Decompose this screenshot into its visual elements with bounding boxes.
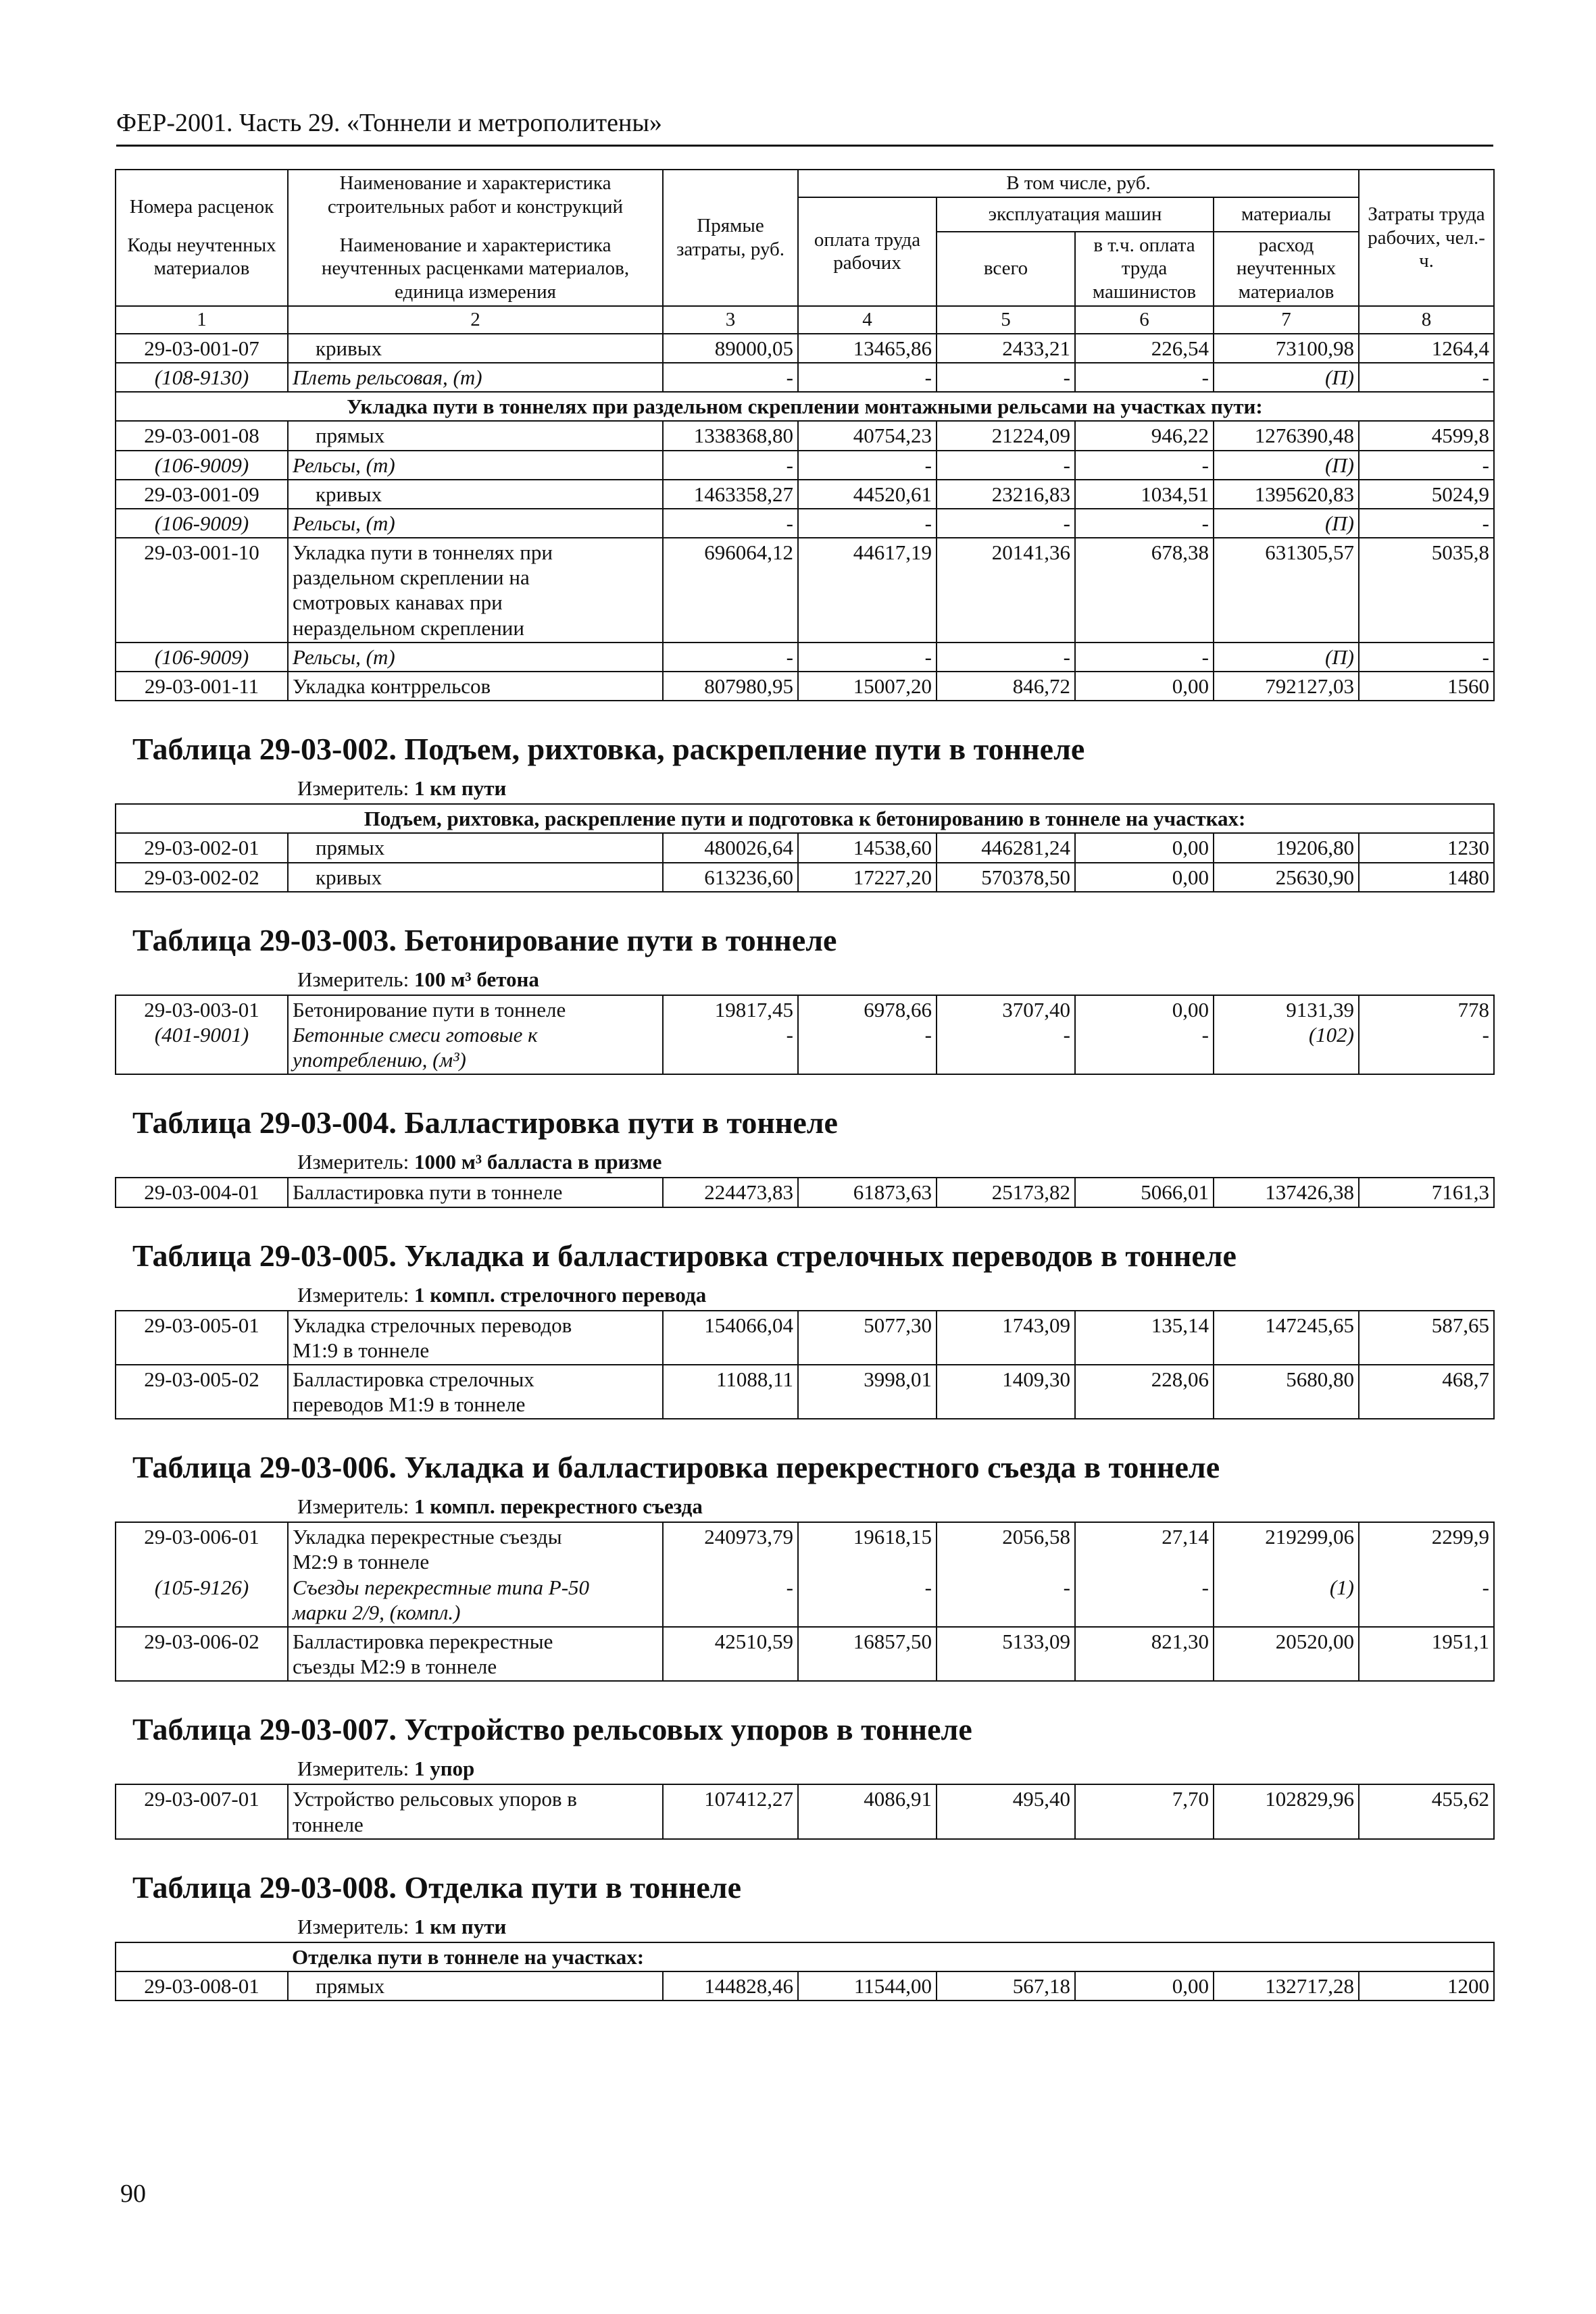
machinist-wages: 678,38 [1075,538,1214,643]
materials-cell [1214,1522,1359,1627]
materials: (П) [1214,451,1359,480]
rate-name: кривых [288,480,663,509]
machines-total: 2433,21 [937,334,1075,363]
materials: 1276390,48 [1214,421,1359,450]
machines-total: - [937,509,1075,538]
rate-name: прямых [288,421,663,450]
rate-code: 29-03-008-01 [116,1971,288,2001]
machines-total: 21224,09 [937,421,1075,450]
wages: 4086,91 [798,1784,937,1838]
page-header: ФЕР-2001. Часть 29. «Тоннели и метрополитены» [116,109,662,137]
machines-total: - [937,451,1075,480]
table-004 [115,1177,1495,1207]
rate-name-cell [288,1365,663,1419]
table-row [116,1522,1494,1627]
labor: - [1359,363,1494,392]
labor: 5035,8 [1359,538,1494,643]
table-007-title: Таблица 29-03-007. Устройство рельсовых упоров в тоннеле [132,1712,972,1747]
col-labor: Затраты труда рабочих, чел.-ч. [1359,170,1494,306]
table-002 [115,803,1495,892]
rate-code: 29-03-005-01 [116,1311,288,1365]
col-materials-consumption: расход неучтенных материалов [1214,232,1359,306]
rate-code: 29-03-006-01 [144,1525,259,1549]
labor: 5024,9 [1359,480,1494,509]
machinist-wages: 0,00 [1075,672,1214,701]
col-materials: материалы [1214,197,1359,232]
machinist-wages: 821,30 [1075,1627,1214,1681]
direct-costs: 480026,64 [663,833,798,862]
machines-total: 1409,30 [937,1365,1075,1419]
table-row [116,833,1494,862]
rate-code: 29-03-001-11 [116,672,288,701]
rate-code: 29-03-006-02 [116,1627,288,1681]
material-code: (108-9130) [116,363,288,392]
materials-cell [1214,995,1359,1075]
material-name: Бетонные смеси готовые к [293,1022,538,1047]
col-group-including: В том числе, руб. [798,170,1359,197]
material-code: (401-9001) [154,1022,249,1047]
rate-name: Укладка контррельсов [288,672,663,701]
rate-name-cont: тоннеле [293,1812,364,1836]
col2-top-label: Наименование и характеристика строительных работ и конструкций [327,172,624,218]
table-row [116,863,1494,892]
table-row [116,538,1494,643]
section-heading: Подъем, рихтовка, раскрепление пути и подготовка к бетонированию в тоннеле на участках: [116,804,1494,833]
material-code: (106-9009) [116,509,288,538]
materials: 73100,98 [1214,334,1359,363]
table-row [116,451,1494,480]
machines-total: 567,18 [937,1971,1075,2001]
machinist-wages-cell [1075,1522,1214,1627]
materials: (102) [1308,1022,1354,1047]
machines-total: 570378,50 [937,863,1075,892]
table-row [116,1784,1494,1838]
rate-code: 29-03-001-09 [116,480,288,509]
machinist-wages: 946,22 [1075,421,1214,450]
measure-value: 100 м³ бетона [414,967,539,991]
direct-costs: 144828,46 [663,1971,798,2001]
rate-code: 29-03-001-07 [116,334,288,363]
materials: (П) [1214,509,1359,538]
table-005-title: Таблица 29-03-005. Укладка и балластировка стрелочных переводов в тоннеле [132,1238,1237,1273]
table-002-measure [297,776,1493,801]
wages: 16857,50 [798,1627,937,1681]
machines-total: 495,40 [937,1784,1075,1838]
table-row [116,334,1494,363]
measure-label: Измеритель: [297,1757,409,1781]
table-007 [115,1784,1495,1839]
col-num-1: 1 [116,306,288,334]
measure-value: 1 км пути [414,776,507,801]
material-name-cont: употреблению, (м³) [293,1048,466,1072]
labor: 778 [1457,997,1489,1022]
rate-code: 29-03-007-01 [116,1784,288,1838]
rate-name-line: раздельном скреплении на [293,565,530,590]
table-row [116,363,1494,392]
table-004-title: Таблица 29-03-004. Балластировка пути в тоннеле [132,1105,838,1140]
direct-costs: - [663,363,798,392]
machinist-wages: - [1075,363,1214,392]
materials: 5680,80 [1214,1365,1359,1419]
table-005 [115,1310,1495,1420]
col-machines: эксплуатация машин [937,197,1214,232]
table-row [116,1311,1494,1365]
direct-costs: 11088,11 [663,1365,798,1419]
labor: - [1482,1576,1489,1600]
rate-code: 29-03-004-01 [116,1178,288,1207]
direct-costs-cell [663,995,798,1075]
machinist-wages: - [1201,1576,1209,1600]
col-machinist-wages: в т.ч. оплата труда машинистов [1075,232,1214,306]
labor: - [1482,1022,1489,1047]
wages: - [924,1022,932,1047]
table-008 [115,1942,1495,2001]
rate-name-cont: съезды М2:9 в тоннеле [293,1655,497,1679]
wages: 61873,63 [798,1178,937,1207]
machines-total: 5133,09 [937,1627,1075,1681]
machinist-wages: 0,00 [1172,997,1209,1022]
table-003 [115,995,1495,1076]
machines-total: - [937,643,1075,672]
material-code: (106-9009) [116,451,288,480]
rates-table-main [115,169,1495,701]
direct-costs: - [663,643,798,672]
col-num-2: 2 [288,306,663,334]
document-body [115,169,1493,2001]
labor: 1200 [1359,1971,1494,2001]
machines-total: 3707,40 [1002,997,1070,1022]
materials: 631305,57 [1214,538,1359,643]
table-002-title: Таблица 29-03-002. Подъем, рихтовка, раскрепление пути в тоннеле [132,732,1085,767]
materials: 137426,38 [1214,1178,1359,1207]
labor: - [1359,451,1494,480]
measure-label: Измеритель: [297,967,409,991]
direct-costs: 696064,12 [663,538,798,643]
rate-name: Устройство рельсовых упоров в [293,1787,577,1811]
machinist-wages: 27,14 [1162,1525,1209,1549]
rate-name-cell [288,1522,663,1627]
col-rate-numbers [116,170,288,306]
labor: 1264,4 [1359,334,1494,363]
rate-name-cell [288,1627,663,1681]
machinist-wages: 5066,01 [1075,1178,1214,1207]
machinist-wages: - [1075,509,1214,538]
machines-total: 446281,24 [937,833,1075,862]
machinist-wages: - [1201,1022,1209,1047]
labor-cell [1359,1522,1494,1627]
wages: 19618,15 [853,1525,932,1549]
rate-code: 29-03-002-01 [116,833,288,862]
col-num-8: 8 [1359,306,1494,334]
wages: 44520,61 [798,480,937,509]
col-num-7: 7 [1214,306,1359,334]
materials: (П) [1214,363,1359,392]
table-005-measure [297,1283,1493,1307]
machinist-wages: - [1075,451,1214,480]
direct-costs: 89000,05 [663,334,798,363]
machinist-wages: 226,54 [1075,334,1214,363]
wages: - [798,451,937,480]
materials: 792127,03 [1214,672,1359,701]
material-name-cont: марки 2/9, (компл.) [293,1600,461,1624]
table-008-measure [297,1915,1493,1939]
col-machines-total: всего [937,232,1075,306]
machinist-wages-cell [1075,995,1214,1075]
wages-cell [798,995,937,1075]
machines-total-cell [937,995,1075,1075]
table-row [116,672,1494,701]
table-006 [115,1521,1495,1682]
rate-name: Балластировка пути в тоннеле [288,1178,663,1207]
measure-value: 1000 м³ балласта в призме [414,1150,662,1174]
direct-costs: 613236,60 [663,863,798,892]
column-numbers-row [116,306,1494,334]
direct-costs: 240973,79 [704,1525,793,1549]
machines-total: 846,72 [937,672,1075,701]
col-direct-costs: Прямые затраты, руб. [663,170,798,306]
table-row [116,1178,1494,1207]
measure-value: 1 компл. перекрестного съезда [414,1494,703,1519]
header-rule [116,145,1493,147]
rate-name-cell [288,995,663,1075]
col-num-3: 3 [663,306,798,334]
rate-name: прямых [288,1971,663,2001]
machines-total: 1743,09 [937,1311,1075,1365]
col-num-5: 5 [937,306,1075,334]
section-heading-row [116,1942,1494,1971]
measure-value: 1 км пути [414,1914,507,1938]
labor: 4599,8 [1359,421,1494,450]
machines-total: 23216,83 [937,480,1075,509]
measure-value: 1 упор [414,1757,475,1781]
rate-name-line: нераздельном скреплении [293,615,524,640]
materials: 147245,65 [1214,1311,1359,1365]
material-name: Рельсы, (т) [288,451,663,480]
machines-total-cell [937,1522,1075,1627]
wages: 13465,86 [798,334,937,363]
material-code: (106-9009) [116,643,288,672]
machinist-wages: 7,70 [1075,1784,1214,1838]
table-row [116,1971,1494,2001]
labor: 2299,9 [1431,1525,1489,1549]
page-number: 90 [120,2180,146,2208]
rate-name: Балластировка стрелочных [293,1367,534,1391]
table-row [116,1627,1494,1681]
col1-top-label: Номера расценок [129,195,274,218]
rate-code: 29-03-001-08 [116,421,288,450]
table-003-title: Таблица 29-03-003. Бетонирование пути в тоннеле [132,922,837,957]
labor: 468,7 [1359,1365,1494,1419]
machinist-wages: 135,14 [1075,1311,1214,1365]
col2-bottom-label: Наименование и характеристика неучтенных расценками материалов, единица измерения [321,234,630,303]
wages: 44617,19 [798,538,937,643]
materials: 102829,96 [1214,1784,1359,1838]
table-006-title: Таблица 29-03-006. Укладка и балластировка перекрестного съезда в тоннеле [132,1450,1220,1485]
wages: - [798,643,937,672]
table-row [116,480,1494,509]
machinist-wages: 0,00 [1075,833,1214,862]
table-row [116,995,1494,1075]
section-heading-row [116,804,1494,833]
direct-costs: 42510,59 [663,1627,798,1681]
section-heading: Отделка пути в тоннеле на участках: [288,1942,1494,1971]
material-name: Съезды перекрестные типа Р-50 [293,1575,590,1599]
measure-label: Измеритель: [297,1494,409,1519]
machines-total: - [1063,1576,1070,1600]
wages-cell [798,1522,937,1627]
rate-code-cell [116,995,288,1075]
table-004-measure [297,1150,1493,1174]
measure-value: 1 компл. стрелочного перевода [414,1282,707,1307]
rate-name: Бетонирование пути в тоннеле [293,997,566,1022]
materials: 219299,06 [1265,1525,1354,1549]
rate-name: Укладка перекрестные съезды [293,1525,562,1549]
rate-name [288,538,663,643]
machinist-wages: 0,00 [1075,1971,1214,2001]
direct-costs-cell [663,1522,798,1627]
materials: 9131,39 [1286,997,1354,1022]
wages: - [798,363,937,392]
direct-costs: - [663,451,798,480]
table-row [116,643,1494,672]
rate-name: прямых [288,833,663,862]
rate-name-cont: М1:9 в тоннеле [293,1338,430,1362]
wages: 5077,30 [798,1311,937,1365]
machinist-wages: - [1075,643,1214,672]
labor: - [1359,643,1494,672]
direct-costs: - [786,1576,793,1600]
wages: - [924,1576,932,1600]
labor: 1951,1 [1359,1627,1494,1681]
rate-name: кривых [288,334,663,363]
machinist-wages: 228,06 [1075,1365,1214,1419]
wages: 14538,60 [798,833,937,862]
section-heading: Укладка пути в тоннелях при раздельном скреплении монтажными рельсами на участках пути: [116,392,1494,421]
materials: 25630,90 [1214,863,1359,892]
wages: 11544,00 [798,1971,937,2001]
rate-code: 29-03-001-10 [116,538,288,643]
measure-label: Измеритель: [297,1914,409,1938]
rate-name: кривых [288,863,663,892]
col1-bottom-label: Коды неучтенных материалов [127,234,276,280]
direct-costs: 1463358,27 [663,480,798,509]
rate-code: 29-03-002-02 [116,863,288,892]
wages: 17227,20 [798,863,937,892]
rate-name-cell [288,1311,663,1365]
labor: 455,62 [1359,1784,1494,1838]
measure-label: Измеритель: [297,1150,409,1174]
direct-costs: 19817,45 [714,997,793,1022]
materials: (П) [1214,643,1359,672]
labor: - [1359,509,1494,538]
machines-total: 20141,36 [937,538,1075,643]
materials: 19206,80 [1214,833,1359,862]
direct-costs: 1338368,80 [663,421,798,450]
wages: - [798,509,937,538]
table-008-title: Таблица 29-03-008. Отделка пути в тоннеле [132,1869,741,1905]
materials: 1395620,83 [1214,480,1359,509]
direct-costs: 107412,27 [663,1784,798,1838]
direct-costs: - [663,509,798,538]
wages: 6978,66 [864,997,932,1022]
direct-costs: 224473,83 [663,1178,798,1207]
direct-costs: - [786,1022,793,1047]
table-007-measure [297,1757,1493,1781]
machines-total: - [937,363,1075,392]
col-num-4: 4 [798,306,937,334]
col-wages: оплата труда рабочих [798,197,937,306]
machines-total: 2056,58 [1002,1525,1070,1549]
col-num-6: 6 [1075,306,1214,334]
machinist-wages: 1034,51 [1075,480,1214,509]
labor: 1230 [1359,833,1494,862]
table-003-measure [297,967,1493,992]
labor: 1480 [1359,863,1494,892]
rate-name: Укладка стрелочных переводов [293,1313,572,1337]
table-row [116,1365,1494,1419]
materials: 132717,28 [1214,1971,1359,2001]
wages: 3998,01 [798,1365,937,1419]
materials: (1) [1329,1576,1354,1600]
labor: 587,65 [1359,1311,1494,1365]
machines-total: - [1063,1022,1070,1047]
rate-name-cell [288,1784,663,1838]
direct-costs: 807980,95 [663,672,798,701]
material-name: Рельсы, (т) [288,509,663,538]
material-name: Рельсы, (т) [288,643,663,672]
measure-label: Измеритель: [297,776,409,801]
labor: 7161,3 [1359,1178,1494,1207]
rate-name-line: смотровых канавах при [293,590,503,615]
rate-name: Балластировка перекрестные [293,1630,553,1654]
measure-label: Измеритель: [297,1282,409,1307]
rate-name-cont: М2:9 в тоннеле [293,1550,430,1574]
table-006-measure [297,1494,1493,1519]
wages: 15007,20 [798,672,937,701]
machinist-wages: 0,00 [1075,863,1214,892]
labor: 1560 [1359,672,1494,701]
table-row [116,421,1494,450]
col-description [288,170,663,306]
rate-name-cont: переводов М1:9 в тоннеле [293,1392,526,1417]
labor-cell [1359,995,1494,1075]
material-name: Плеть рельсовая, (т) [288,363,663,392]
material-code: (105-9126) [154,1576,249,1600]
rate-code-cell [116,1522,288,1627]
section-heading-row [116,392,1494,421]
rate-code: 29-03-005-02 [116,1365,288,1419]
table-row [116,509,1494,538]
rate-code: 29-03-003-01 [144,997,259,1022]
direct-costs: 154066,04 [663,1311,798,1365]
materials: 20520,00 [1214,1627,1359,1681]
wages: 40754,23 [798,421,937,450]
machines-total: 25173,82 [937,1178,1075,1207]
rate-name-line: Укладка пути в тоннелях при [293,540,553,565]
